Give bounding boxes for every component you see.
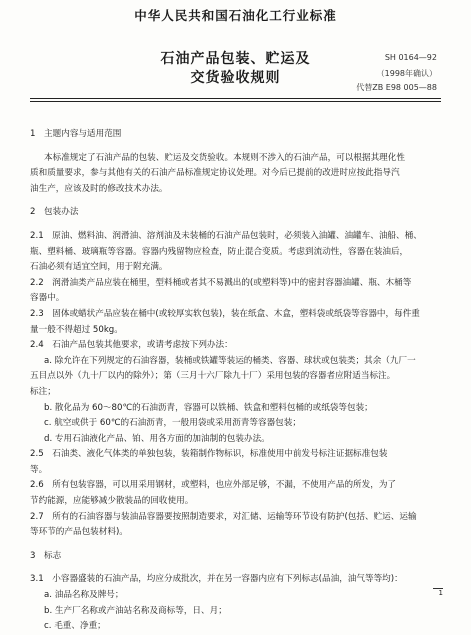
list-item: a. 油品名称及牌号；: [44, 590, 124, 601]
paragraph-line: 容器中。: [30, 293, 65, 304]
list-item: b. 散化品为 60～80℃的石油沥青，容器可以铁桶、铁盒和塑料包桶的或纸袋等包装；: [44, 402, 373, 413]
paragraph-line: 量一般不得超过 50kg。: [30, 324, 123, 335]
paragraph-line: 2.5 石油类、液化气体类的单独包装，装箱制作物标识，标准使用中前发号标注证据标准包装: [30, 449, 388, 460]
title-line-2: 交货验收规则: [190, 70, 281, 86]
paragraph-line: 五目点以外（九十厂以内的除外）；第（三月十六厂除九十厂）采用包装的容器者应附适当标注。: [30, 371, 396, 382]
list-item: b. 生产厂名称或产油站名称及商标等，日、月；: [44, 605, 227, 616]
paragraph-line: 3.1 小容器盛装的石油产品，均应分成批次，并在另一容器内应有下列标志(品油，油气等等均)：: [30, 574, 403, 585]
list-item: c. 航空或供于 60℃的石油沥青，一般用袋或采用沥青等容器包装；: [44, 418, 301, 429]
standard-revision: （1998年确认）: [376, 69, 437, 78]
title-line-1: 石油产品包装、贮运及: [160, 51, 311, 67]
paragraph-line: 油生产，应该及时的修改技术办法。: [30, 183, 168, 194]
paragraph-line: 标注；: [30, 386, 56, 397]
header-rule-top: [30, 98, 441, 99]
paragraph-line: 本标准规定了石油产品的包装、贮运及交货验收。本规则不涉入的石油产品，可以根据其理化性: [44, 152, 405, 163]
paragraph-line: 2.3 固体或蜡状产品应装在桶中(或较厚实软包装)，装在纸盒、木盒，塑料袋或纸袋等容器中，每件重: [30, 308, 420, 319]
paragraph-line: 质和质量要求，参与其他有关的石油产品标准规定协议处理。对今后已提前的改进时应按此指导汽: [30, 168, 400, 179]
paragraph-line: 2.7 所有的石油容器与装油品容器要按照制造要求，对汇储、运输等环节设有防护(包括、贮运、运输: [30, 511, 417, 522]
list-item: c. 毛重、净重；: [44, 621, 106, 632]
standard-code: SH 0164—92: [384, 53, 437, 62]
paragraph-line: 等环节的产品包装材料)。: [30, 527, 128, 538]
page-number: 1: [433, 588, 443, 599]
header-rule-bottom: [30, 101, 441, 102]
paragraph-line: 等。: [30, 464, 48, 475]
list-item: a. 除允许在下列规定的石油容器，装桶或铁罐等装运的桶类、容器、球状或包装类；其余（九厂一: [44, 355, 416, 366]
standard-replaces: 代替ZB E98 005—88: [356, 83, 437, 92]
section-heading: 1 主题内容与适用范围: [30, 129, 122, 139]
paragraph-line: 2.2 润滑油类产品应装在桶里，型料桶或者其不易溅出的(或塑料等)中的密封容器油罐、瓶、木桶等: [30, 277, 412, 288]
paragraph-line: 节约能源，应能够减少散装品的回收使用。: [30, 496, 194, 507]
paragraph-line: 瓶、塑料桶、玻璃瓶等容器。容器内残留物应检查，防止混合变质。考虑到流动性，容器在装油后，: [30, 246, 409, 257]
section-heading: 2 包装办法: [30, 207, 79, 218]
document-body: [30, 127, 441, 635]
paragraph-line: 石油必须有适宜空间，用于附充满。: [30, 262, 168, 273]
section-heading: 3 标志: [30, 550, 62, 561]
standard-header: 中华人民共和国石油化工行业标准: [134, 8, 337, 23]
paragraph-line: 2.4 石油产品包装其他要求，或请考虑按下列办法：: [30, 340, 233, 351]
paragraph-line: 2.1 原油、燃料油、润滑油、溶剂油及未装桶的石油产品包装时，必须装入油罐、油罐车、油船、桶、: [30, 230, 422, 241]
paragraph-line: 2.6 所有包装容器，可以用采用钢材，或塑料，也应外部足够，不漏，不使用产品的所发，为了: [30, 480, 397, 491]
list-item: d. 专用石油液化产品、铂、用各方面的加油制的包装办法。: [44, 433, 270, 444]
